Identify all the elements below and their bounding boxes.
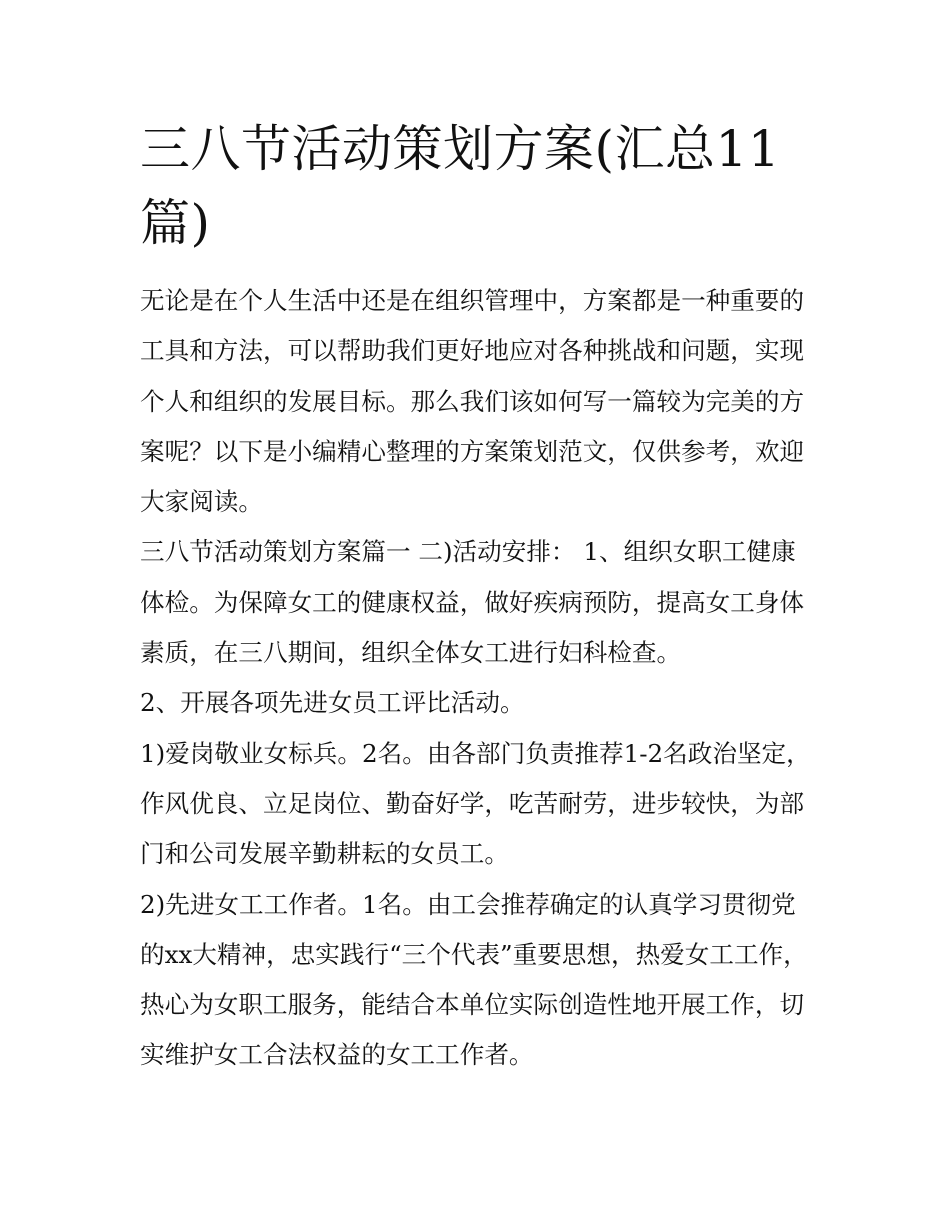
evaluation-paragraph: 2、开展各项先进女员工评比活动。: [140, 688, 525, 718]
intro-paragraph: 无论是在个人生活中还是在组织管理中，方案都是一种重要的工具和方法，可以帮助我们更好地应对各种挑战和问题，实现个人和组织的发展目标。那么我们该如何写一篇较为完美的方案呢？以下是小编精心整理的方案策划范文，仅供参考，欢迎大家阅读。: [140, 286, 805, 517]
section-one-paragraph: 三八节活动策划方案篇一 二)活动安排： 1、组织女职工健康体检。为保障女工的健康权益，做好疾病预防，提高女工身体素质，在三八期间，组织全体女工进行妇科检查。: [140, 537, 805, 668]
document-title: 三八节活动策划方案(汇总11篇): [140, 120, 781, 252]
advanced-worker-paragraph: 2)先进女工工作者。1名。由工会推荐确定的认真学习贯彻党的xx大精神，忠实践行“三个代表”重要思想，热爱女工工作，热心为女职工服务，能结合本单位实际创造性地开展工作，切实维护女工合法权益的女工工作者。: [140, 889, 808, 1070]
model-employee-paragraph: 1)爱岗敬业女标兵。2名。由各部门负责推荐1-2名政治坚定，作风优良、立足岗位、勤奋好学，吃苦耐劳，进步较快，为部门和公司发展辛勤耕耘的女员工。: [140, 738, 811, 869]
document-content: [140, 112, 812, 1081]
